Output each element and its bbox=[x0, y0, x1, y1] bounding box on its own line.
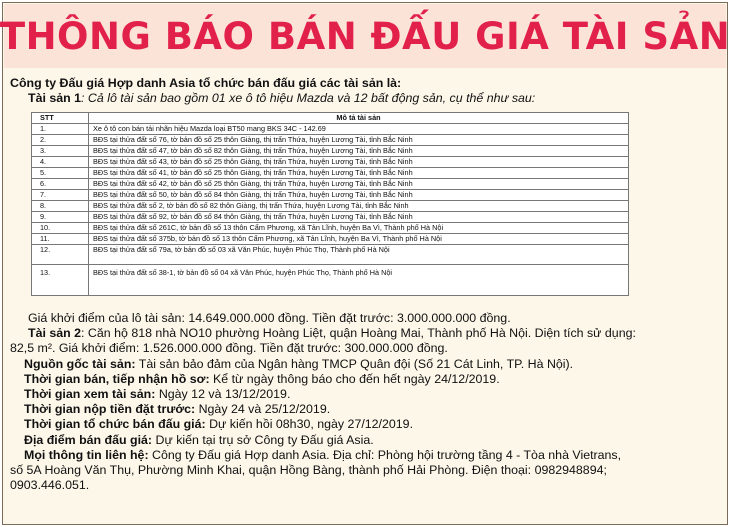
row-stt: 3. bbox=[32, 146, 89, 157]
asset2-desc1: : Căn hộ 818 nhà NO10 phường Hoàng Liệt, quận Hoàng Mai, Thành phố Hà Nội. Diện tích sử dụng: bbox=[81, 326, 636, 341]
row-stt: 9. bbox=[32, 212, 89, 223]
table-row bbox=[32, 234, 629, 245]
row-stt: 1. bbox=[32, 124, 89, 135]
asset1-label: Tài sản 1 bbox=[28, 91, 82, 106]
row-desc: BĐS tại thửa đất số 261C, tờ bản đồ số 13 thôn Cẩm Phương, xã Tản Lĩnh, huyện Ba Vì, Thành phố Hà Nội bbox=[89, 223, 629, 234]
field-value: Dự kiến hồi 08h30, ngày 27/12/2019. bbox=[205, 417, 414, 432]
contact-line1 bbox=[10, 448, 722, 463]
row-desc: BĐS tại thửa đất số 41, tờ bản đồ số 25 thôn Giàng, thị trấn Thứa, huyện Lương Tài, tỉnh Bắc Ninh bbox=[89, 168, 629, 179]
field-value: Dự kiến tại trụ sở Công ty Đấu giá Asia. bbox=[152, 432, 374, 447]
row-stt: 5. bbox=[32, 168, 89, 179]
row-desc: Xe ô tô con bán tải nhãn hiệu Mazda loại BT50 mang BKS 34C - 142.69 bbox=[89, 124, 629, 135]
field-value: Ngày 12 và 13/12/2019. bbox=[155, 387, 291, 402]
field-label: Thời gian tổ chức bán đấu giá: bbox=[24, 417, 206, 432]
table-row bbox=[32, 223, 629, 234]
table-row bbox=[32, 265, 629, 296]
row-stt: 8. bbox=[32, 201, 89, 212]
row-desc: BĐS tại thửa đất số 79a, tờ bản đồ số 03 xã Văn Phúc, huyện Phúc Thọ, Thành phố Hà Nội bbox=[89, 245, 629, 265]
field-viewing bbox=[10, 387, 722, 402]
asset1-heading bbox=[10, 91, 722, 106]
table-row bbox=[32, 168, 629, 179]
row-desc: BĐS tại thửa đất số 42, tờ bản đồ số 25 thôn Giàng, thị trấn Thứa, huyện Lương Tài, tỉnh Bắc Ninh bbox=[89, 179, 629, 190]
asset1-desc: : Cả lô tài sản bao gồm 01 xe ô tô hiệu Mazda và 12 bất động sản, cụ thể như sau: bbox=[81, 91, 536, 106]
field-location bbox=[10, 433, 722, 448]
asset1-price: Giá khởi điểm của lô tài sản: 14.649.000.000 đồng. Tiền đặt trước: 3.000.000.000 đồng. bbox=[28, 311, 511, 325]
intro-text: Công ty Đấu giá Hợp danh Asia tổ chức bán đấu giá các tài sản là: bbox=[10, 76, 402, 90]
table-row bbox=[32, 135, 629, 146]
field-origin bbox=[10, 357, 722, 372]
row-stt: 11. bbox=[32, 234, 89, 245]
field-value: Kể từ ngày thông báo cho đến hết ngày 24/12/2019. bbox=[209, 371, 500, 386]
title-banner bbox=[0, 4, 730, 68]
row-desc: BĐS tại thửa đất số 92, tờ bản đồ số 84 thôn Giàng, thị trấn Thứa, huyện Lương Tài, tỉnh Bắc Ninh bbox=[89, 212, 629, 223]
row-stt: 7. bbox=[32, 190, 89, 201]
row-stt: 12. bbox=[32, 245, 89, 265]
table-header-desc: Mô tả tài sản bbox=[89, 113, 629, 124]
table-row bbox=[32, 124, 629, 135]
page-title: THÔNG BÁO BÁN ĐẤU GIÁ TÀI SẢN bbox=[0, 14, 730, 58]
asset2-line1 bbox=[10, 326, 722, 341]
row-desc: BĐS tại thửa đất số 2, tờ bản đồ số 82 thôn Giàng, thị trấn Thứa, huyện Lương Tài, tỉnh Bắc Ninh bbox=[89, 201, 629, 212]
row-desc: BĐS tại thửa đất số 76, tờ bản đồ số 25 thôn Giàng, thị trấn Thứa, huyện Lương Tài, tỉnh Bắc Ninh bbox=[89, 135, 629, 146]
table-row bbox=[32, 146, 629, 157]
row-desc: BĐS tại thửa đất số 375b, tờ bản đồ số 13 thôn Cẩm Phương, xã Tản Lĩnh, huyện Ba Vì, Thành phố Hà Nội bbox=[89, 234, 629, 245]
row-stt: 13. bbox=[32, 265, 89, 296]
asset2-line2: 82,5 m². Giá khởi điểm: 1.526.000.000 đồng. Tiền đặt trước: 300.000.000 đồng. bbox=[10, 341, 448, 356]
table-row bbox=[32, 245, 629, 265]
row-desc: BĐS tại thửa đất số 38-1, tờ bản đồ số 04 xã Văn Phúc, huyện Phúc Thọ, Thành phố Hà Nội bbox=[89, 265, 629, 296]
table-row bbox=[32, 157, 629, 168]
field-label: Thời gian xem tài sản: bbox=[24, 387, 156, 402]
field-label: Thời gian bán, tiếp nhận hồ sơ: bbox=[24, 371, 210, 386]
row-stt: 6. bbox=[32, 179, 89, 190]
row-stt: 4. bbox=[32, 157, 89, 168]
field-auction-time bbox=[10, 417, 722, 432]
contact-text: Công ty Đấu giá Hợp danh Asia. Địa chỉ: Phòng hội trường tầng 4 - Tòa nhà Vietrans, bbox=[148, 447, 622, 462]
table-row bbox=[32, 201, 629, 212]
notice-details bbox=[10, 311, 722, 493]
table-header-stt: STT bbox=[32, 113, 89, 124]
row-stt: 2. bbox=[32, 135, 89, 146]
field-sale-period bbox=[10, 372, 722, 387]
row-desc: BĐS tại thửa đất số 50, tờ bản đồ số 84 thôn Giàng, thị trấn Thứa, huyện Lương Tài, tỉnh Bắc Ninh bbox=[89, 190, 629, 201]
field-label: Nguồn gốc tài sản: bbox=[24, 356, 136, 371]
field-value: Tài sản bảo đảm của Ngân hàng TMCP Quân đội (Số 21 Cát Linh, TP. Hà Nội). bbox=[135, 356, 574, 371]
row-stt: 10. bbox=[32, 223, 89, 234]
field-label: Địa điểm bán đấu giá: bbox=[24, 432, 153, 447]
asset-table bbox=[31, 112, 629, 296]
asset2-label: Tài sản 2 bbox=[28, 326, 82, 341]
table-header-row bbox=[32, 113, 629, 124]
field-value: Ngày 24 và 25/12/2019. bbox=[195, 402, 331, 417]
field-deposit bbox=[10, 402, 722, 417]
row-desc: BĐS tại thửa đất số 43, tờ bản đồ số 25 thôn Giàng, thị trấn Thứa, huyện Lương Tài, tỉnh Bắc Ninh bbox=[89, 157, 629, 168]
contact-label: Mọi thông tin liên hệ: bbox=[24, 447, 149, 462]
table-row bbox=[32, 179, 629, 190]
field-label: Thời gian nộp tiền đặt trước: bbox=[24, 402, 196, 417]
table-row bbox=[32, 212, 629, 223]
notice-header bbox=[10, 76, 722, 106]
contact-line3: 0903.446.051. bbox=[10, 478, 90, 493]
contact-line2: số 5A Hoàng Văn Thụ, Phường Minh Khai, quận Hồng Bàng, thành phố Hải Phòng. Điện thoại: 0982948894; bbox=[10, 463, 607, 478]
row-desc: BĐS tại thửa đất số 47, tờ bản đồ số 82 thôn Giàng, thị trấn Thứa, huyện Lương Tài, tỉnh Bắc Ninh bbox=[89, 146, 629, 157]
table-row bbox=[32, 190, 629, 201]
